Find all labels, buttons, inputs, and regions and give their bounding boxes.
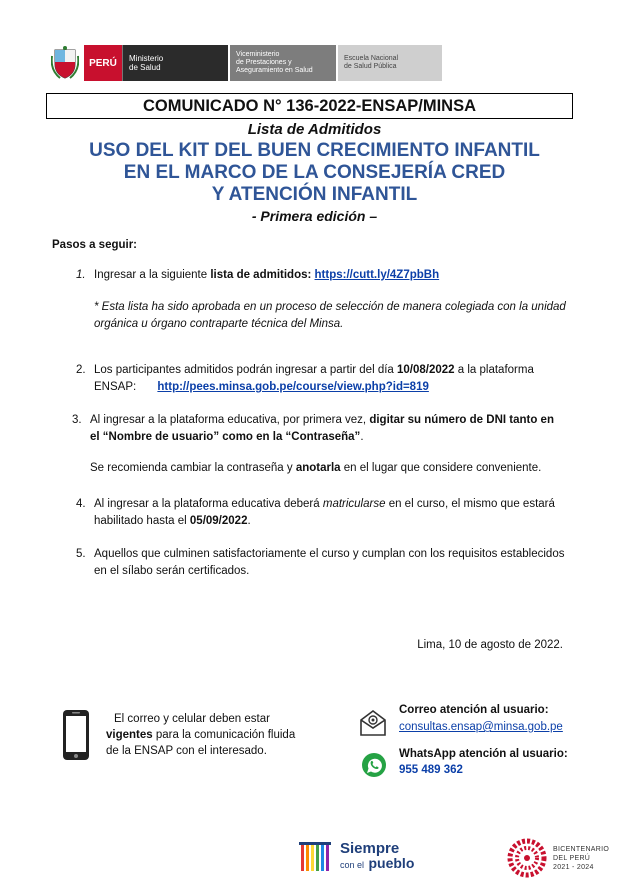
step-text: Ingresar a la siguiente — [94, 269, 211, 281]
bic-line: DEL PERÚ — [553, 854, 591, 862]
vice-line: de Prestaciones y — [236, 59, 292, 66]
step-text: habilitado hasta el — [94, 515, 190, 527]
bicentenario-logo — [507, 838, 609, 878]
note-bold: vigentes — [106, 729, 153, 741]
step-text: en el curso, el mismo que estará — [385, 498, 555, 510]
note-text: para la comunicación fluida — [152, 729, 296, 741]
bicentenario-emblem-icon — [507, 838, 547, 878]
step-number: 5. — [76, 548, 86, 560]
step-text: Los participantes admitidos podrán ingresar a partir del día — [94, 364, 398, 376]
step-text: en el sílabo serán certificados. — [94, 565, 250, 577]
headline-line: EN EL MARCO DE LA CONSEJERÍA CRED — [123, 162, 506, 183]
siempre-sub2: pueblo — [368, 855, 415, 871]
step-text: a la plataforma — [454, 364, 534, 376]
step-5-text — [94, 546, 564, 580]
step-date: 10/08/2022 — [397, 364, 455, 376]
step-text: . — [247, 515, 251, 527]
subtitle: Lista de Admitidos — [247, 121, 382, 138]
vice-ministry-logo — [230, 45, 336, 81]
step-bold: digitar su número de DNI tanto en — [369, 414, 554, 426]
contact-note — [106, 711, 308, 759]
header-logo-bar — [50, 45, 442, 81]
course-link[interactable]: http://pees.minsa.gob.pe/course/view.php?id=819 — [157, 381, 429, 393]
step-text: Aquellos que culminen satisfactoriamente el curso y cumplan con los requisitos establecidos — [94, 548, 565, 560]
whatsapp-number[interactable]: 955 489 362 — [399, 764, 463, 776]
step-text: Al ingresar a la plataforma educativa deberá — [94, 498, 323, 510]
headline-line: USO DEL KIT DEL BUEN CRECIMIENTO INFANTIL — [89, 140, 540, 161]
siempre-sub: con el — [340, 860, 365, 870]
step-number: 1. — [76, 269, 86, 281]
email-link[interactable]: consultas.ensap@minsa.gob.pe — [399, 721, 563, 733]
step-text: Al ingresar a la plataforma educativa, por primera vez, — [90, 414, 370, 426]
note-line: orgánica u órgano contraparte técnica del Minsa. — [94, 318, 344, 330]
headline — [0, 140, 629, 206]
whatsapp-label: WhatsApp atención al usuario: — [399, 748, 568, 760]
mobile-phone-icon — [61, 709, 91, 761]
step-bold: anotarla — [295, 462, 341, 474]
bic-line: 2021 - 2024 — [553, 863, 594, 871]
step-text: ENSAP: — [94, 381, 137, 393]
step-bold: el “Nombre de usuario” como en la “Contraseña” — [90, 431, 361, 443]
edition-label: - Primera edición – — [251, 208, 378, 224]
step-bold: lista de admitidos: — [210, 269, 315, 281]
step-number: 3. — [72, 414, 82, 426]
comunicado-title: COMUNICADO N° 136-2022-ENSAP/MINSA — [46, 93, 573, 119]
step-text: Se recomienda cambiar la contraseña y — [90, 462, 296, 474]
ministry-line: Ministerio — [129, 54, 164, 63]
step-number: 4. — [76, 498, 86, 510]
siempre-stripes-icon — [298, 839, 334, 875]
headline-line: Y ATENCIÓN INFANTIL — [211, 184, 418, 205]
vice-line: Viceministerio — [236, 51, 280, 58]
bic-line: BICENTENARIO — [553, 845, 610, 853]
step-1-text — [94, 267, 439, 284]
siempre-con-el-pueblo-logo — [298, 839, 414, 875]
step-date: 05/09/2022 — [189, 515, 248, 527]
peru-label: PERÚ — [84, 45, 122, 81]
coat-of-arms-icon — [50, 45, 80, 81]
step-2-text — [94, 362, 534, 396]
step-3-text — [90, 412, 554, 446]
siempre-main: Siempre — [340, 840, 400, 857]
ministry-logo — [122, 45, 228, 81]
steps-heading: Pasos a seguir: — [52, 239, 138, 251]
step-text: . — [360, 431, 364, 443]
email-label: Correo atención al usuario: — [399, 704, 549, 716]
whatsapp-icon — [361, 752, 387, 778]
admitted-list-link[interactable]: https://cutt.ly/4Z7pbBh — [314, 269, 440, 281]
step-3-recommendation — [90, 460, 541, 477]
note-line: de la ENSAP con el interesado. — [106, 745, 267, 757]
step-1-note — [94, 299, 566, 333]
step-number: 2. — [76, 364, 86, 376]
step-italic: matricularse — [322, 498, 386, 510]
ministry-line: de Salud — [129, 63, 161, 72]
place-date: Lima, 10 de agosto de 2022. — [417, 639, 563, 651]
vice-line: Aseguramiento en Salud — [236, 67, 313, 74]
email-icon — [358, 708, 388, 738]
school-logo — [338, 45, 442, 81]
note-line: El correo y celular deben estar — [114, 713, 270, 725]
school-line: Escuela Nacional — [344, 55, 399, 62]
school-line: de Salud Pública — [344, 63, 397, 70]
step-4-text — [94, 496, 555, 530]
step-text: en el lugar que considere conveniente. — [340, 462, 542, 474]
note-line: * Esta lista ha sido aprobada en un proceso de selección de manera colegiada con la unidad — [94, 301, 566, 313]
